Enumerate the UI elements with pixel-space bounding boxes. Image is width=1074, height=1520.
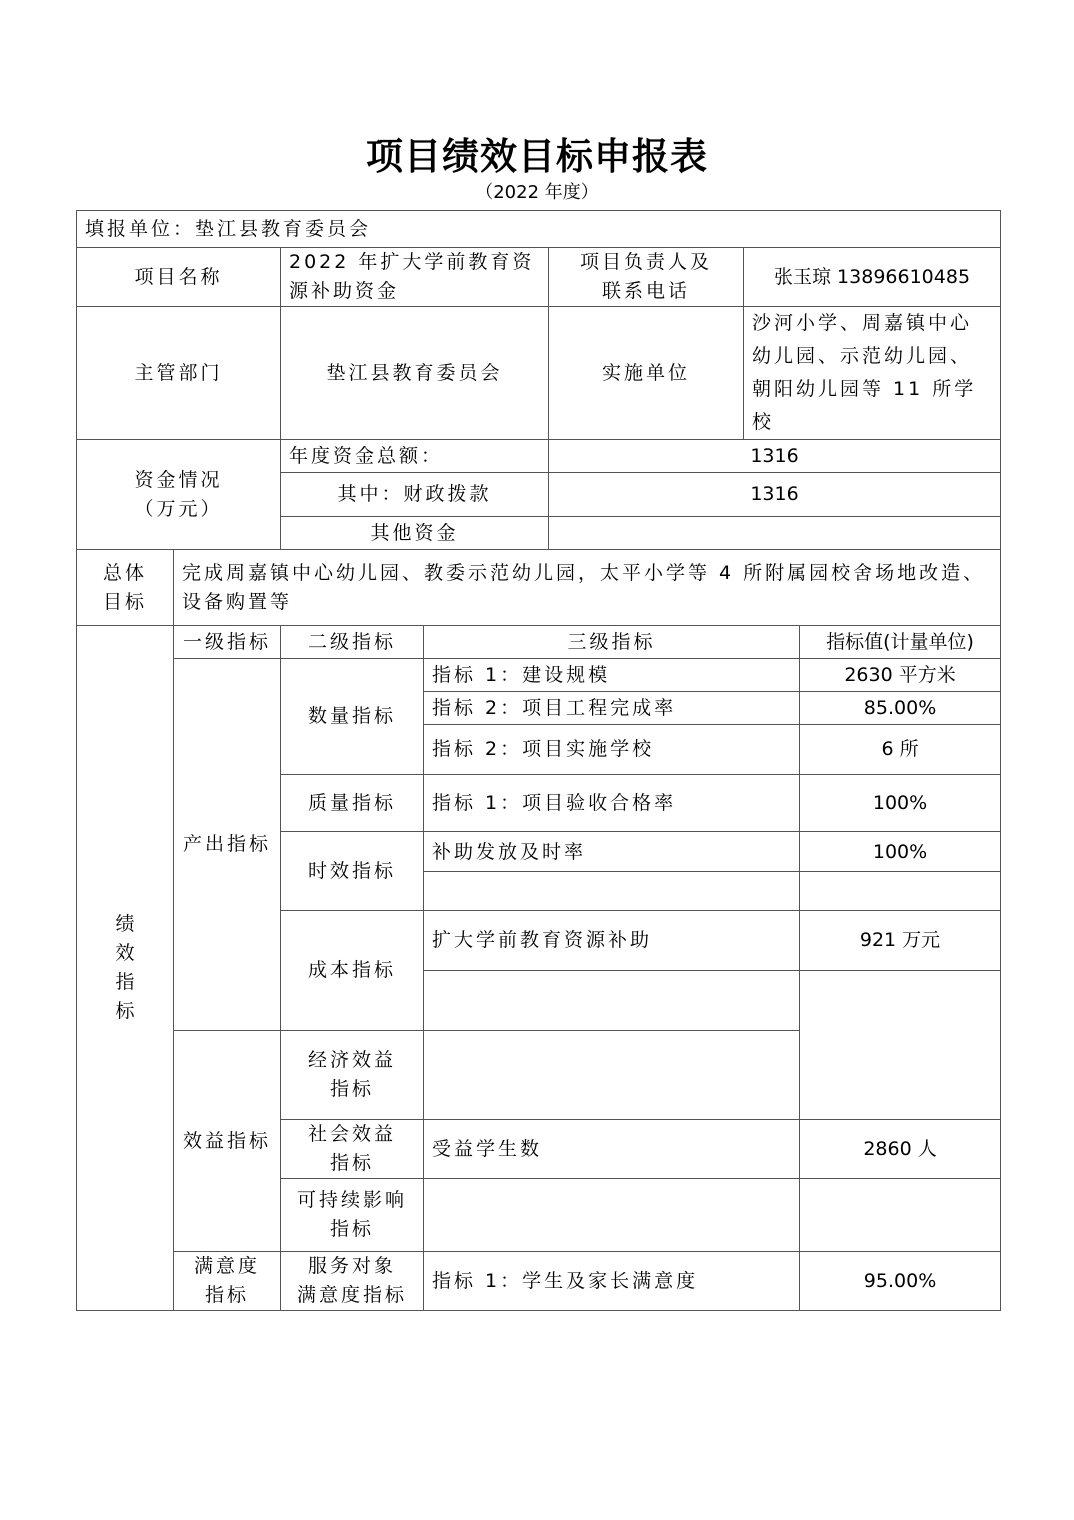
cost-indicator-label: 成本指标	[281, 911, 424, 1031]
economic-label-line1: 经济效益	[307, 1049, 396, 1071]
satisfaction-label-line1: 满意度	[193, 1255, 260, 1277]
goal-label-line1: 总体	[102, 561, 147, 584]
goal-label	[77, 550, 174, 626]
funding-total-label: 年度资金总额：	[281, 440, 549, 473]
project-leader-label: 项目负责人及联系电话	[549, 248, 744, 307]
performance-form-table	[76, 210, 1001, 1311]
service-label-line1: 服务对象	[307, 1255, 396, 1277]
satisfaction-indicator-label	[174, 1252, 281, 1311]
quantity-item-3-value: 6 所	[800, 725, 1001, 775]
service-label-line2: 满意度指标	[296, 1284, 407, 1306]
indicators-section-label	[77, 626, 174, 1311]
quality-item-name: 指标 1：项目验收合格率	[424, 775, 800, 832]
section-char-1: 绩	[115, 913, 135, 935]
timeliness-item-name: 补助发放及时率	[424, 832, 800, 872]
funding-fiscal-label: 其中：财政拨款	[281, 473, 549, 517]
quantity-item-2-name: 指标 2：项目工程完成率	[424, 692, 800, 725]
impl-value: 沙河小学、周嘉镇中心幼儿园、示范幼儿园、朝阳幼儿园等 11 所学校	[744, 307, 1001, 440]
output-indicator-label: 产出指标	[174, 659, 281, 1031]
cost-empty-name	[424, 971, 800, 1031]
sustain-indicator-label	[281, 1179, 424, 1252]
goal-label-line2: 目标	[102, 590, 147, 613]
dept-label: 主管部门	[77, 307, 281, 440]
header-level2: 二级指标	[281, 626, 424, 659]
economic-indicator-label	[281, 1031, 424, 1120]
quantity-item-2-value: 85.00%	[800, 692, 1001, 725]
header-value: 指标值(计量单位)	[800, 626, 1001, 659]
quality-item-value: 100%	[800, 775, 1001, 832]
goal-text: 完成周嘉镇中心幼儿园、教委示范幼儿园，太平小学等 4 所附属园校舍场地改造、设备购置等	[174, 550, 1001, 626]
sustain-label-line1: 可持续影响	[296, 1189, 407, 1211]
quantity-item-3-name: 指标 2：项目实施学校	[424, 725, 800, 775]
cost-item-value: 921 万元	[800, 911, 1001, 971]
section-char-3: 指	[115, 971, 135, 993]
social-item-value: 2860 人	[800, 1120, 1001, 1179]
sustain-empty-name	[424, 1179, 800, 1252]
header-level3: 三级指标	[424, 626, 800, 659]
satisfaction-item-value: 95.00%	[800, 1252, 1001, 1311]
section-char-2: 效	[115, 942, 135, 964]
funding-other-value	[549, 517, 1001, 550]
sustain-label-line2: 指标	[329, 1218, 374, 1240]
header-level1: 一级指标	[174, 626, 281, 659]
quantity-item-1-name: 指标 1：建设规模	[424, 659, 800, 692]
satisfaction-item-name: 指标 1：学生及家长满意度	[424, 1252, 800, 1311]
filing-unit: 填报单位：垫江县教育委员会	[77, 211, 1001, 248]
funding-other-label: 其他资金	[281, 517, 549, 550]
cost-item-name: 扩大学前教育资源补助	[424, 911, 800, 971]
project-leader-value: 张玉琼 13896610485	[744, 248, 1001, 307]
social-indicator-label	[281, 1120, 424, 1179]
economic-label-line2: 指标	[329, 1078, 374, 1100]
project-name-label: 项目名称	[77, 248, 281, 307]
social-item-name: 受益学生数	[424, 1120, 800, 1179]
social-label-line1: 社会效益	[307, 1123, 396, 1145]
funding-total-value: 1316	[549, 440, 1001, 473]
cost-empty-value	[800, 971, 1001, 1120]
page-title: 项目绩效目标申报表	[366, 135, 708, 178]
quantity-indicator-label: 数量指标	[281, 659, 424, 775]
funding-label	[77, 440, 281, 550]
sustain-empty-value	[800, 1179, 1001, 1252]
social-label-line2: 指标	[329, 1152, 374, 1174]
timeliness-empty-name	[424, 872, 800, 911]
quality-indicator-label: 质量指标	[281, 775, 424, 832]
funding-label-line2: （万元）	[134, 497, 223, 520]
timeliness-item-value: 100%	[800, 832, 1001, 872]
service-indicator-label	[281, 1252, 424, 1311]
impl-label: 实施单位	[549, 307, 744, 440]
quantity-item-1-value: 2630 平方米	[800, 659, 1001, 692]
funding-fiscal-value: 1316	[549, 473, 1001, 517]
project-name-value: 2022 年扩大学前教育资源补助资金	[281, 248, 549, 307]
timeliness-empty-value	[800, 872, 1001, 911]
benefit-indicator-label: 效益指标	[174, 1031, 281, 1252]
satisfaction-label-line2: 指标	[204, 1284, 249, 1306]
timeliness-indicator-label: 时效指标	[281, 832, 424, 911]
dept-value: 垫江县教育委员会	[281, 307, 549, 440]
funding-label-line1: 资金情况	[134, 468, 223, 491]
section-char-4: 标	[115, 1000, 135, 1022]
economic-empty-name	[424, 1031, 800, 1120]
year-subtitle: （2022 年度）	[475, 182, 599, 203]
